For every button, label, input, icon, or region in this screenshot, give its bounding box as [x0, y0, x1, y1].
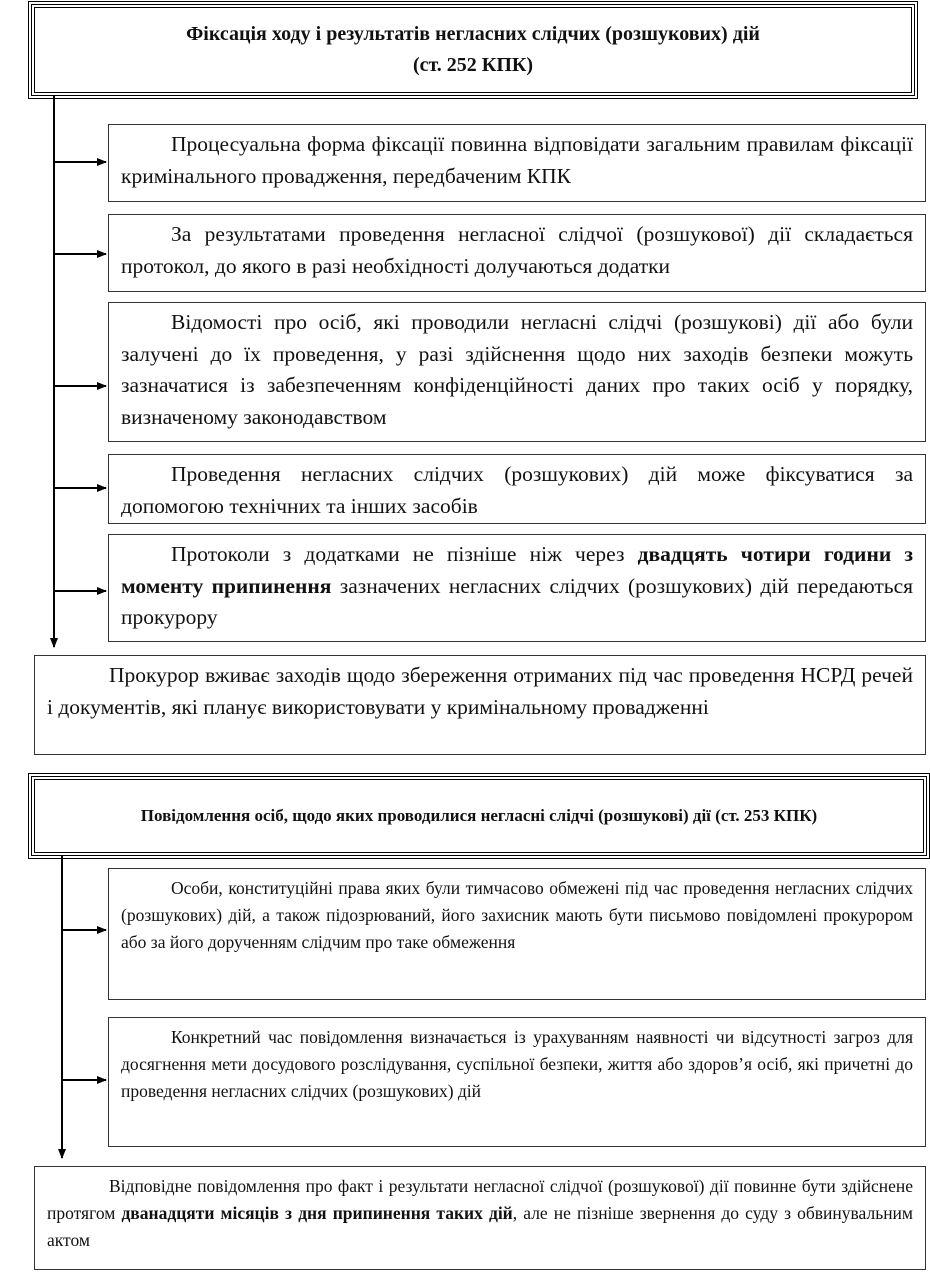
- section2-title-box: [31, 776, 927, 856]
- conclusion2-text-after: , але не пізніше звернення до суду з обвинувальним актом: [47, 1203, 913, 1250]
- section1-conclusion: Прокурор вживає заходів щодо збереження отриманих під час проведення НСРД речей і документів, які планує використовувати у кримінальному провадженні: [34, 655, 926, 755]
- section1-item-4: Проведення негласних слідчих (розшукових) дій може фіксуватися за допомогою технічних та інших засобів: [108, 454, 926, 524]
- conclusion2-text-bold: дванадцяти місяців з дня припинення таких дій: [121, 1203, 513, 1223]
- section1-item-3: Відомості про осіб, які проводили негласні слідчі (розшукові) дії або були залучені до їх проведення, у разі здійснення щодо них заходів безпеки можуть зазначатися із забезпеченням конфіденційності даних про таких осіб у порядку, визначеному законодавством: [108, 302, 926, 442]
- section1-item-5: [108, 534, 926, 642]
- section2-title: Повідомлення осіб, щодо яких проводилися негласні слідчі (розшукові) дії (ст. 253 КПК): [140, 806, 818, 825]
- conclusion2-text-before: Відповідне повідомлення про факт і результати негласної слідчої (розшукової) дії повинне бути здійснене протягом: [47, 1176, 913, 1223]
- section1-title-line2: (ст. 252 КПК): [412, 54, 534, 76]
- item5-text-after: зазначених негласних слідчих (розшукових) дій передаються прокурору: [121, 573, 914, 629]
- section1-item-1: Процесуальна форма фіксації повинна відповідати загальним правилам фіксації кримінального провадження, передбаченим КПК: [108, 124, 926, 202]
- section2-item-2: Конкретний час повідомлення визначається із урахуванням наявності чи відсутності загроз для досягнення мети досудового розслідування, суспільної безпеки, життя або здоров’я осіб, які причетні до проведення негласних слідчих (розшукових) дій: [108, 1017, 926, 1147]
- section1-title-line1: Фіксація ходу і результатів негласних слідчих (розшукових) дій: [186, 23, 760, 45]
- item5-text-bold: двадцять чотири години з моменту припинення: [121, 542, 913, 598]
- section2-item-1: Особи, конституційні права яких були тимчасово обмежені під час проведення негласних слідчих (розшукових) дій, а також підозрюваний, його захисник мають бути письмово повідомлені прокурором або за його дорученням слідчим про таке обмеження: [108, 868, 926, 1000]
- section1-item-2: За результатами проведення негласної слідчої (розшукової) дії складається протокол, до якого в разі необхідності долучаються додатки: [108, 214, 926, 292]
- section1-title-box: [31, 4, 915, 96]
- item5-text-before: Протоколи з додатками не пізніше ніж через: [171, 542, 638, 566]
- section2-conclusion: [34, 1166, 926, 1270]
